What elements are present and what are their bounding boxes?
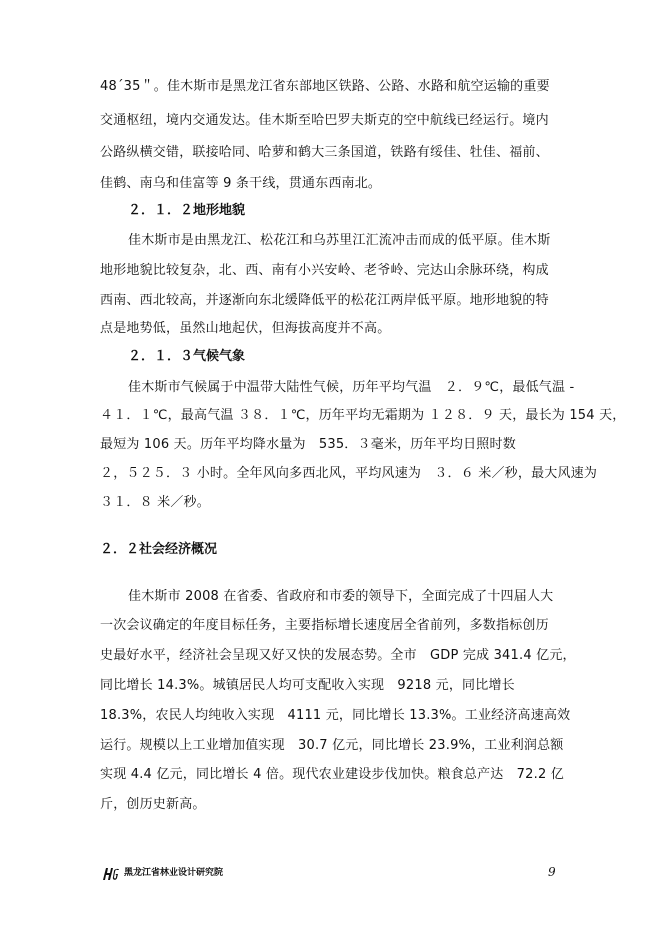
terrain-line-1: 佳木斯市是由黑龙江、松花江和乌苏里江汇流冲击而成的低平原。佳木斯 [128,233,551,248]
economy-line-3: 史最好水平，经济社会呈现又好又快的发展态势。全市 GDP 完成 341.4 亿元， [100,648,576,663]
climate-line-1: 佳木斯市气候属于中温带大陆性气候，历年平均气温 ２．９℃，最低气温 - [128,380,575,395]
section-heading-economy: ２．２社会经济概况 [100,542,218,557]
economy-line-4: 同比增长 14.3%。城镇居民人均可支配收入实现 9218 元，同比增长 [100,678,515,693]
terrain-line-2: 地形地貌比较复杂，北、西、南有小兴安岭、老爷岭、完达山余脉环绕，构成 [100,263,549,278]
terrain-line-4: 点是地势低，虽然山地起伏，但海拔高度并不高。 [100,321,391,336]
climate-line-3: 最短为 106 天。历年平均降水量为 535．３毫米，历年平均日照时数 [100,437,516,452]
economy-line-7: 实现 4.4 亿元，同比增长 4 倍。现代农业建设步伐加快。粮食总产达 72.2 亿 [100,767,564,782]
economy-line-2: 一次会议确定的年度目标任务，主要指标增长速度居全省前列，多数指标创历 [100,618,549,633]
transport-line-2: 交通枢纽，境内交通发达。佳木斯至哈巴罗夫斯克的空中航线已经运行。境内 [100,113,549,128]
hg-logo-icon [102,867,120,881]
economy-line-5: 18.3%，农民人均纯收入实现 4111 元，同比增长 13.3%。工业经济高速高效 [100,708,571,723]
transport-line-1: 48ˊ35＂。佳木斯市是黑龙江省东部地区铁路、公路、水路和航空运输的重要 [100,79,550,94]
terrain-line-3: 西南、西北较高，并逐渐向东北缓降低平的松花江两岸低平原。地形地貌的特 [100,293,549,308]
footer-organization: 黑龙江省林业设计研究院 [124,868,224,878]
page-number: 9 [548,865,556,879]
economy-line-8: 斤，创历史新高。 [100,797,206,812]
transport-line-4: 佳鹤、南乌和佳富等 9 条干线，贯通东西南北。 [100,176,382,191]
section-heading-terrain: ２．１．２地形地貌 [128,203,246,218]
economy-line-1: 佳木斯市 2008 在省委、省政府和市委的领导下，全面完成了十四届人大 [128,589,554,604]
climate-line-4: ２，５２５．３ 小时。全年风向多西北风，平均风速为 ３．６ 米／秒，最大风速为 [100,466,598,481]
climate-line-2: ４１．１℃，最高气温 ３８．１℃，历年平均无霜期为 １２８．９ 天，最长为 154 天， [100,408,626,423]
section-heading-climate: ２．１．３气候气象 [128,349,246,364]
transport-line-3: 公路纵横交错，联接哈同、哈萝和鹤大三条国道，铁路有绥佳、牡佳、福前、 [100,145,549,160]
economy-line-6: 运行。规模以上工业增加值实现 30.7 亿元，同比增长 23.9%，工业利润总额 [100,738,564,753]
climate-line-5: ３１．８ 米／秒。 [100,495,210,510]
